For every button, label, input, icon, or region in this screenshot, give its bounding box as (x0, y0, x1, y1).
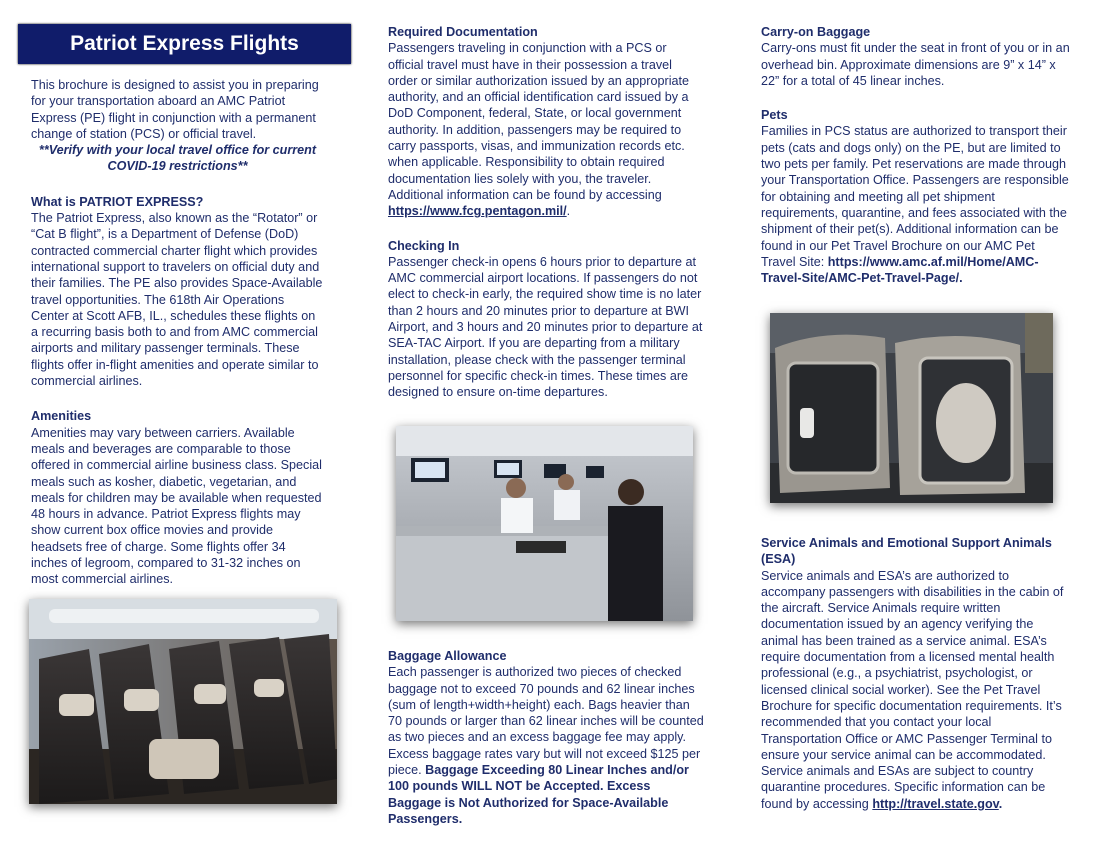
pet-travel-link[interactable]: https://www.amc.af.mil/Home/AMC-Travel-Site/AMC-Pet-Travel-Page/. (761, 254, 1039, 286)
what-is-body: The Patriot Express, also known as the “Rotator” or “Cat B flight”, is a Department of Defense (DoD) contracted commercial charter flight which provides international support to travelers on official duty and their families. The PE also provides Space-Available travel opportunities. The 618th Air Operations Center at Scott AFB, IL., schedules these flights on a recurring basis both to and from AMC commercial airports and military passenger terminals. These flights offer in-flight amenities and operate similar to commercial airlines. (31, 211, 323, 389)
cabin-seats-photo (29, 599, 337, 804)
amenities-heading: Amenities (31, 409, 92, 424)
pets-body (761, 123, 1071, 286)
baggage-text: Each passenger is authorized two pieces of checked baggage not to exceed 70 pounds and 62 linear inches (sum of length+width+height) each. Bags heavier than 70 pounds or larger than 62 linear inches will be counted as two pieces and an excess baggage fee may apply. Excess baggage rates vary but will not exceed $125 per piece. (388, 665, 704, 778)
service-period: . (998, 796, 1003, 811)
checkin-body: Passenger check-in opens 6 hours prior to departure at AMC commercial airport locations. If passengers do not elect to check-in early, the required show time is no later than 2 hours and 20 minutes prior to departure at BWI Airport, and 3 hours and 20 minutes prior to departure at SEA-TAC Airport. If you are departing from a military installation, please check with the passenger terminal personnel for specific check-in times. These times are designed to ensure on-time departures. (388, 254, 703, 400)
carryon-body: Carry-ons must fit under the seat in front of you or in an overhead bin. Approximate dimensions are 9” x 14” x 22” for a total of 45 linear inches. (761, 41, 1070, 88)
column-right (761, 24, 1071, 286)
covid-notice: **Verify with your local travel office for current COVID-19 restrictions** (38, 143, 317, 174)
documentation-text: Passengers traveling in conjunction with a PCS or official travel must have in their possession a travel order or similar authorization issued by an appropriate authority, and an official identification card issued by a DoD Component, federal, State, or local government authority. In addition, passengers may be required to carry passports, visas, and immunization records etc. when applicable. Responsibility to obtain required documentation lies solely with you, the traveler. Additional information can be found by accessing (388, 41, 690, 202)
pet-crates-photo (770, 313, 1053, 503)
brochure-title: Patriot Express Flights (18, 24, 351, 64)
travel-state-link[interactable]: http://travel.state.gov (872, 796, 999, 811)
service-heading: Service Animals and Emotional Support Animals (ESA) (761, 536, 1052, 567)
carryon-heading: Carry-on Baggage (761, 25, 871, 39)
column-middle-lower (388, 648, 704, 827)
documentation-period: . (566, 204, 571, 219)
column-right-lower (761, 535, 1071, 812)
checkin-counter-photo (396, 426, 693, 621)
baggage-heading: Baggage Allowance (388, 649, 507, 663)
service-body (761, 568, 1071, 812)
baggage-warning: Baggage Exceeding 80 Linear Inches and/or 100 pounds WILL NOT be Accepted. Excess Baggage is Not Authorized for Space-Available Passengers. (388, 763, 689, 826)
baggage-body (388, 664, 704, 827)
pets-text: Families in PCS status are authorized to transport their pets (cats and dogs only) on the PE, but are limited to two pets per family. Pet reservations are made through your Transportation Office. Passengers are responsible for obtaining and meeting all pet shipment requirements, quarantine, and fees associated with the shipment of their pet(s). Additional information can be found in our Pet Travel Brochure on our AMC Pet Travel Site: (761, 124, 1069, 269)
column-left (31, 77, 324, 588)
amenities-body: Amenities may vary between carriers. Available meals and beverages are comparable to those offered in commercial airline business class. Special meals such as kosher, diabetic, vegetarian, and meals for children may be available when requested 48 hours in advance. Patriot Express flights may show current box office movies and provide headsets free of charge. Some flights offer 34 inches of legroom, compared to 31-32 inches on most commercial airlines. (31, 425, 322, 587)
documentation-body (388, 40, 704, 219)
what-is-heading: What is PATRIOT EXPRESS? (31, 194, 204, 209)
intro-text: This brochure is designed to assist you in preparing for your transportation aboard an AMC Patriot Express (PE) flight in conjunction with a permanent change of station (PCS) or official travel. (31, 78, 319, 141)
fcg-pentagon-link[interactable]: https://www.fcg.pentagon.mil/ (388, 204, 567, 219)
checkin-heading: Checking In (388, 238, 460, 253)
documentation-heading: Required Documentation (388, 25, 538, 39)
pets-heading: Pets (761, 108, 788, 123)
service-text: Service animals and ESA’s are authorized to accompany passengers with disabilities in the cabin of the aircraft. Service Animals require written documentation issued by an agency verifying the animal has been trained as a service animal. ESA’s require documentation from a licensed mental health professional (e.g., a psychiatrist, psychologist, or licensed clinical social worker). See the Pet Travel Brochure for specific documentation requirements. It’s recommended that you contact your local Transportation Office or AMC Passenger Terminal to ensure your service animal can be accommodated. Service animals and ESAs are subject to country quarantine procedures. Specific information can be found by accessing (761, 568, 1064, 811)
column-middle (388, 24, 704, 401)
